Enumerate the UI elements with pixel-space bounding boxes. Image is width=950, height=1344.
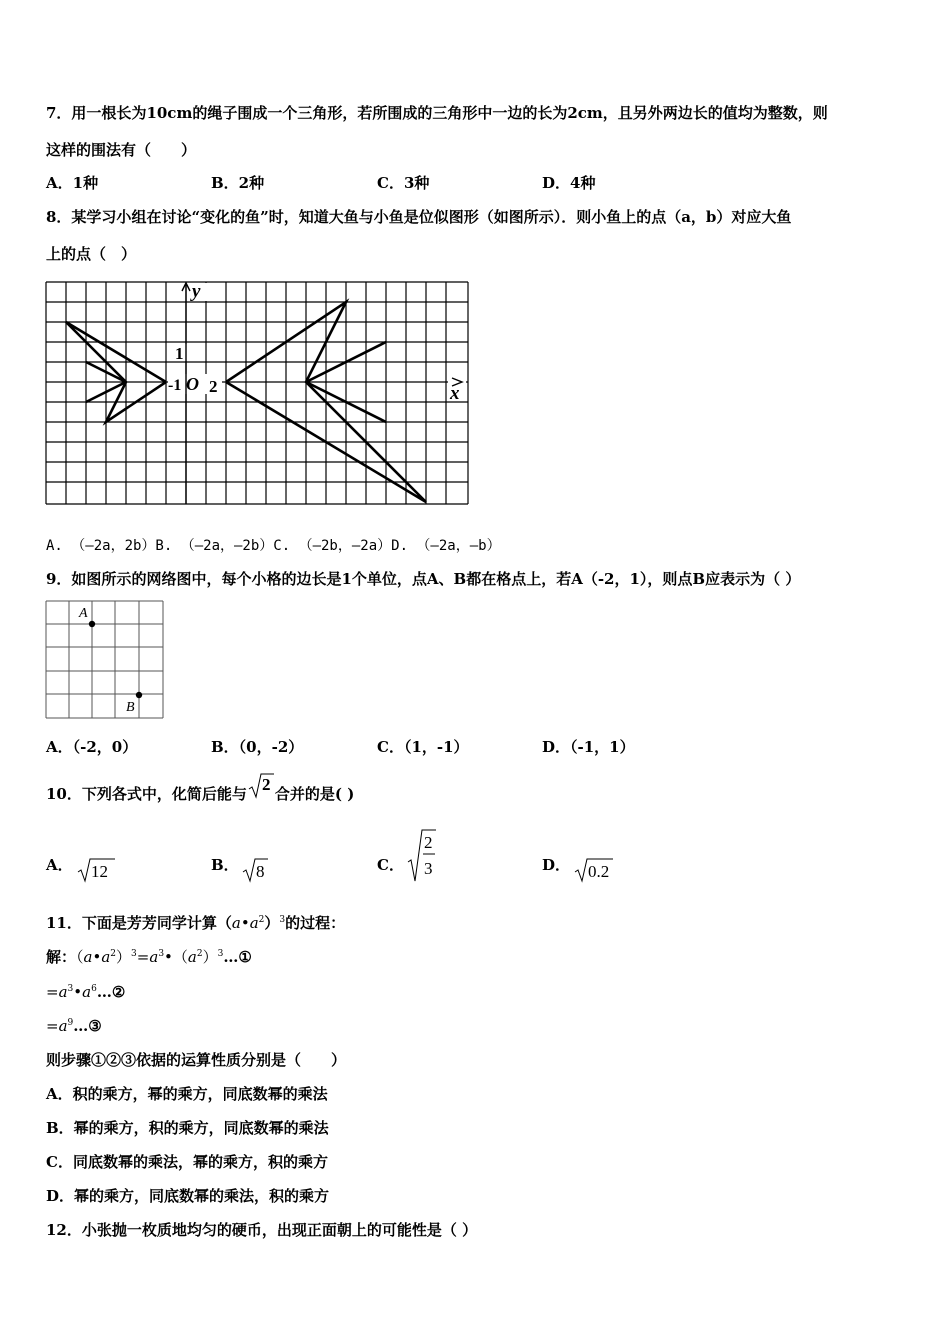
point-a-dot — [89, 621, 95, 627]
q10-option-c-numerator: 2 — [424, 833, 433, 852]
q11-stem-part1: 11．下面是芳芳同学计算（ — [46, 914, 232, 932]
q7-option-a[interactable]: A．1种 — [46, 174, 99, 192]
q10-option-c-radical — [406, 828, 438, 884]
x-axis-label: x — [450, 383, 460, 404]
q9-grid-lines — [46, 601, 163, 718]
q11-option-d[interactable]: D．幂的乘方，同底数幂的乘法，积的乘方 — [46, 1187, 330, 1205]
q11-step1 — [46, 947, 252, 967]
q7-stem-line2: 这样的围法有（ ） — [46, 141, 197, 159]
tick-label-2: 2 — [209, 377, 218, 396]
q11-step2-expr: $=a^3•a^6$ — [46, 983, 97, 1001]
q10-option-a-value: 12 — [91, 862, 108, 881]
q11-option-a[interactable]: A．积的乘方，幂的乘方，同底数幂的乘法 — [46, 1085, 328, 1103]
sqrt2-radicand: 2 — [261, 775, 271, 794]
q9-stem: 9．如图所示的网络图中，每个小格的边长是1个单位，点A、B都在格点上，若A（-2，1），则点B应表示为（ ） — [46, 570, 801, 588]
small-fish — [66, 322, 166, 422]
tick-label-minus-1: -1 — [168, 377, 182, 394]
q11-stem-part2: ） — [264, 914, 280, 932]
q10-option-b-label[interactable]: B． — [211, 856, 239, 874]
q11-solution-label: 解： — [46, 948, 77, 966]
q10-stem-prefix: 10．下列各式中，化简后能与 — [46, 785, 247, 803]
q7-option-d[interactable]: D．4种 — [542, 174, 596, 192]
q10-option-d-value: 0.2 — [588, 862, 610, 881]
tick-label-1: 1 — [175, 344, 184, 363]
q11-expression: $a•a^2$ — [231, 914, 265, 932]
q12-stem: 12．小张抛一枚质地均匀的硬币，出现正面朝上的可能性是（ ） — [46, 1221, 478, 1239]
q10-option-c-denominator: 3 — [424, 859, 433, 878]
q10-stem — [46, 775, 355, 804]
q9-option-c[interactable]: C．（1，-1） — [377, 738, 469, 756]
q7-stem-line1: 7．用一根长为10cm的绳子围成一个三角形，若所围成的三角形中一边的长为2cm，且另外两边长的值均为整数，则 — [46, 104, 828, 122]
point-b-label: B — [126, 700, 135, 715]
q7-option-b[interactable]: B．2种 — [211, 174, 265, 192]
grid-lines — [46, 282, 468, 504]
y-axis-label: y — [192, 281, 201, 302]
q11-stem-part3: 的过程： — [285, 914, 346, 932]
sqrt2-radical — [247, 771, 275, 801]
q10-option-d-label[interactable]: D． — [542, 856, 571, 874]
point-b-dot — [136, 692, 142, 698]
q11-option-c[interactable]: C．同底数幂的乘法，幂的乘方，积的乘方 — [46, 1153, 328, 1171]
q9-grid-figure — [44, 599, 166, 721]
q9-option-d[interactable]: D．（-1，1） — [542, 738, 635, 756]
q11-step1-mark: …① — [223, 948, 252, 966]
q11-step1-expr: $(a•a^2)^3=a^3•(a^2)^3$ — [76, 948, 224, 966]
q11-step3-expr: $=a^9$ — [46, 1017, 74, 1035]
q11-step2-mark: …② — [96, 983, 126, 1001]
q10-stem-suffix: 合并的是( ) — [274, 785, 355, 803]
q9-option-a[interactable]: A．（-2，0） — [46, 738, 138, 756]
q7-option-c[interactable]: C．3种 — [377, 174, 430, 192]
q11-option-b[interactable]: B．幂的乘方，积的乘方，同底数幂的乘法 — [46, 1119, 329, 1137]
q10-option-a-radical — [76, 856, 116, 884]
q10-option-b-radical — [241, 856, 271, 884]
q11-step3 — [46, 1016, 102, 1036]
q11-stem: 11．下面是芳芳同学计算$(a•a^2)^3$的过程： — [46, 914, 346, 932]
q11-question: 则步骤①②③依据的运算性质分别是（ ） — [46, 1051, 347, 1069]
q11-step2 — [46, 982, 125, 1002]
q10-option-b-value: 8 — [256, 862, 265, 881]
q8-stem-line1: 8．某学习小组在讨论“变化的鱼”时，知道大鱼与小鱼是位似图形（如图所示）．则小鱼上的点（a，b）对应大鱼 — [46, 208, 792, 226]
origin-label: O — [186, 374, 199, 394]
point-a-label: A — [79, 606, 88, 621]
q10-option-d-radical — [573, 856, 615, 884]
q10-option-c-label[interactable]: C． — [377, 856, 404, 874]
q9-option-b[interactable]: B．（0，-2） — [211, 738, 304, 756]
q8-stem-line2: 上的点（ ） — [46, 245, 137, 263]
q10-option-a-label[interactable]: A． — [46, 856, 73, 874]
q11-step3-mark: …③ — [73, 1017, 102, 1035]
fish-grid-figure — [44, 280, 472, 508]
q8-options[interactable]: A. （—2a，2b）B. （—2a，—2b）C. （—2b，—2a）D. （—2a，—b） — [46, 538, 501, 554]
